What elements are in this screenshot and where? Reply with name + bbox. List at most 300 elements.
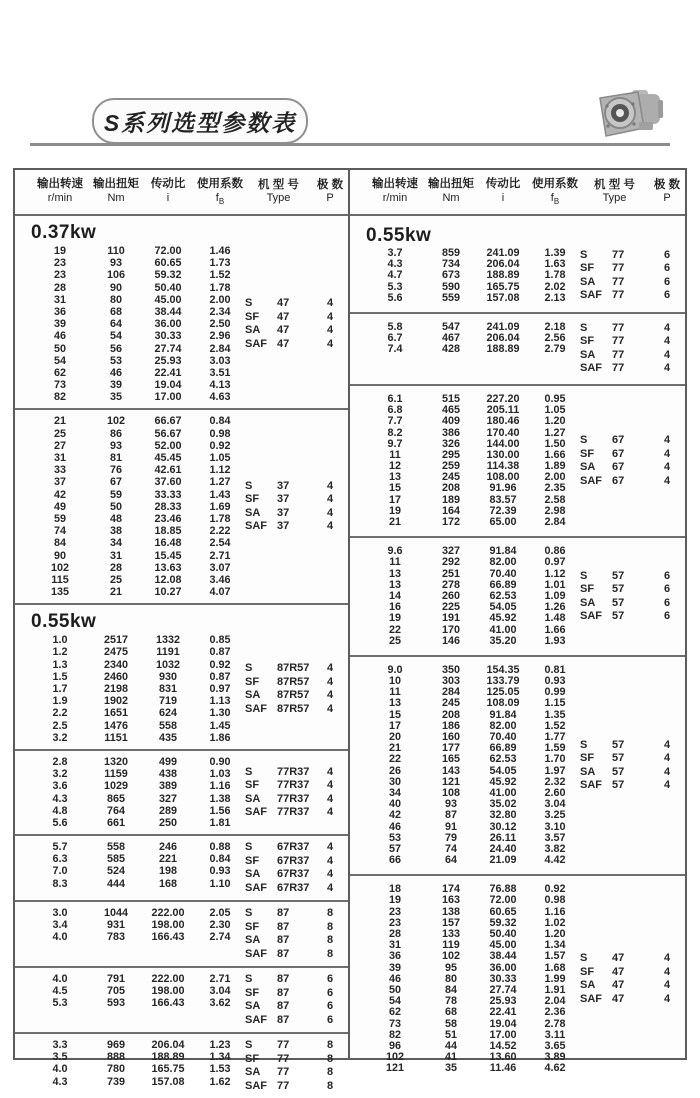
header-service-factor: 使用系数 $f_B$ xyxy=(532,178,578,206)
type-prefix: SA xyxy=(245,792,261,805)
cell-output-speed: 19 xyxy=(388,504,401,517)
cell-ratio: 23.46 xyxy=(154,512,182,525)
pole-count: 4 xyxy=(326,792,334,805)
cell-output-torque: 48 xyxy=(109,512,122,525)
table-row xyxy=(364,698,580,709)
type-row xyxy=(245,907,348,921)
cell-output-torque: 170 xyxy=(441,623,460,636)
pole-count: 4 xyxy=(326,662,334,675)
cell-ratio: 42.61 xyxy=(154,464,182,477)
cell-output-torque: 80 xyxy=(109,293,122,306)
type-row xyxy=(580,475,685,489)
pole-count: 4 xyxy=(663,461,671,474)
type-model: 77R37 xyxy=(277,792,310,805)
type-model: 77 xyxy=(612,321,625,334)
cell-service-factor: 1.43 xyxy=(209,488,231,501)
type-model: 77 xyxy=(277,1052,290,1065)
table-row xyxy=(29,574,245,586)
cell-output-speed: 46 xyxy=(53,330,66,343)
cell-service-factor: 2.32 xyxy=(544,775,566,788)
type-model: 87R57 xyxy=(277,675,310,688)
cell-service-factor: 1.86 xyxy=(209,731,231,744)
cell-service-factor: 1.12 xyxy=(209,464,231,477)
cell-service-factor: 2.18 xyxy=(544,320,566,333)
type-row xyxy=(245,324,348,338)
cell-output-torque: 93 xyxy=(444,798,457,811)
cell-service-factor: 1.10 xyxy=(209,877,231,890)
type-prefix: SF xyxy=(245,675,260,688)
cell-output-speed: 26 xyxy=(388,764,401,777)
cell-ratio: 154.35 xyxy=(486,663,520,676)
block-rows xyxy=(15,1039,245,1093)
type-row xyxy=(580,262,685,276)
type-group xyxy=(580,665,685,866)
table-row xyxy=(29,931,245,943)
cell-output-speed: 3.4 xyxy=(52,919,68,932)
type-group xyxy=(580,248,685,304)
type-group xyxy=(580,322,685,376)
table-row xyxy=(29,973,245,985)
cell-output-torque: 186 xyxy=(441,719,460,732)
cell-ratio: 157.08 xyxy=(486,291,520,304)
table-row xyxy=(29,671,245,683)
cell-output-speed: 22 xyxy=(388,623,401,636)
cell-service-factor: 1.13 xyxy=(209,695,231,708)
table-row xyxy=(29,780,245,792)
cell-service-factor: 2.35 xyxy=(544,482,566,495)
cell-ratio: 35.02 xyxy=(489,798,517,811)
cell-output-torque: 1651 xyxy=(103,707,129,720)
cell-output-speed: 28 xyxy=(53,281,66,294)
cell-service-factor: 0.84 xyxy=(209,415,231,428)
type-model: 47 xyxy=(277,324,290,337)
cell-ratio: 83.57 xyxy=(489,493,517,506)
cell-output-torque: 53 xyxy=(109,354,122,367)
cell-service-factor: 0.84 xyxy=(209,853,231,866)
cell-service-factor: 2.71 xyxy=(209,549,231,562)
cell-output-torque: 931 xyxy=(106,919,125,932)
type-group xyxy=(245,245,348,403)
table-row xyxy=(29,997,245,1009)
type-prefix: SF xyxy=(245,779,260,791)
type-row xyxy=(245,297,348,311)
type-row xyxy=(580,766,685,780)
cell-service-factor: 0.87 xyxy=(209,670,231,683)
type-model: 37 xyxy=(277,506,290,519)
table-row xyxy=(29,659,245,671)
table-row xyxy=(29,805,245,817)
cell-output-torque: 739 xyxy=(106,1075,125,1088)
cell-service-factor: 1.23 xyxy=(209,1039,231,1052)
type-model: 87 xyxy=(277,947,290,960)
type-prefix: SAF xyxy=(245,337,267,350)
cell-output-torque: 1151 xyxy=(104,731,128,744)
cell-output-torque: 558 xyxy=(106,841,125,854)
cell-ratio: 435 xyxy=(158,731,177,744)
type-model: 67 xyxy=(612,461,625,474)
type-row xyxy=(245,311,348,325)
cell-output-torque: 969 xyxy=(106,1039,125,1052)
cell-output-speed: 1.5 xyxy=(52,670,68,683)
cell-ratio: 1332 xyxy=(155,634,181,647)
cell-service-factor: 1.02 xyxy=(544,916,566,929)
type-group xyxy=(245,841,348,895)
cell-ratio: 13.60 xyxy=(489,1051,517,1064)
pole-count: 4 xyxy=(663,992,671,1005)
type-row xyxy=(580,461,685,475)
cell-ratio: 45.45 xyxy=(154,452,182,464)
selection-parameter-table xyxy=(13,168,687,1092)
type-group xyxy=(580,884,685,1074)
cell-output-torque: 590 xyxy=(441,280,460,293)
block-body xyxy=(15,1039,348,1093)
type-row xyxy=(245,1066,348,1080)
cell-output-speed: 12 xyxy=(388,460,401,473)
cell-output-speed: 46 xyxy=(388,972,401,985)
pole-count: 8 xyxy=(326,934,334,947)
cell-output-speed: 23 xyxy=(388,916,401,929)
pole-count: 8 xyxy=(326,1066,334,1079)
cell-output-speed: 15 xyxy=(388,708,401,721)
cell-output-speed: 73 xyxy=(388,1017,401,1030)
cell-output-speed: 19 xyxy=(53,245,66,257)
pole-count: 4 xyxy=(326,493,334,506)
cell-output-torque: 515 xyxy=(441,392,460,405)
cell-ratio: 32.80 xyxy=(489,809,517,822)
cell-service-factor: 1.39 xyxy=(544,247,566,259)
cell-output-speed: 23 xyxy=(53,269,66,282)
cell-ratio: 50.40 xyxy=(154,281,182,294)
cell-output-torque: 386 xyxy=(441,426,460,439)
pole-count: 6 xyxy=(663,596,671,609)
type-row xyxy=(245,480,348,494)
pole-count: 4 xyxy=(326,310,334,323)
cell-output-speed: 4.0 xyxy=(52,973,68,986)
cell-ratio: 19.04 xyxy=(154,379,182,392)
table-row xyxy=(29,853,245,865)
cell-service-factor: 2.79 xyxy=(544,343,566,356)
cell-output-speed: 3.6 xyxy=(52,780,68,793)
cell-output-torque: 547 xyxy=(441,320,460,333)
block-rows xyxy=(15,634,245,744)
cell-ratio: 1032 xyxy=(155,658,181,671)
cell-service-factor: 4.07 xyxy=(209,586,231,599)
cell-ratio: 624 xyxy=(158,707,177,720)
type-prefix: SA xyxy=(580,979,596,992)
type-row xyxy=(580,276,685,290)
block-rows xyxy=(350,394,580,528)
type-row xyxy=(580,570,685,584)
cell-ratio: 170.40 xyxy=(486,426,520,439)
type-model: 87 xyxy=(277,907,290,920)
cell-service-factor: 0.87 xyxy=(209,646,231,659)
type-prefix: SF xyxy=(245,920,260,933)
type-prefix: SA xyxy=(245,934,261,947)
cell-output-torque: 41 xyxy=(444,1051,457,1064)
cell-output-torque: 64 xyxy=(444,854,457,867)
type-model: 87 xyxy=(277,973,290,986)
type-prefix: SAF xyxy=(580,289,602,302)
cell-output-torque: 54 xyxy=(109,330,122,343)
cell-service-factor: 1.50 xyxy=(544,437,566,450)
type-group xyxy=(245,907,348,961)
cell-output-speed: 39 xyxy=(388,961,401,974)
block-rows xyxy=(15,756,245,829)
cell-ratio: 12.08 xyxy=(154,573,182,586)
table-row xyxy=(29,1039,245,1051)
type-prefix: SF xyxy=(245,493,260,506)
cell-ratio: 72.39 xyxy=(489,504,517,517)
type-prefix: SF xyxy=(580,262,595,275)
table-row xyxy=(364,754,580,765)
cell-ratio: 54.05 xyxy=(489,764,517,777)
cell-ratio: 82.00 xyxy=(489,719,517,732)
type-row xyxy=(245,1039,348,1053)
cell-ratio: 59.32 xyxy=(489,916,517,929)
type-prefix: SF xyxy=(580,752,595,765)
cell-output-torque: 2517 xyxy=(103,634,129,647)
data-block xyxy=(350,386,685,536)
cell-ratio: 438 xyxy=(158,768,177,781)
cell-service-factor: 2.13 xyxy=(544,291,566,304)
pole-count: 6 xyxy=(663,289,671,302)
type-prefix: SAF xyxy=(245,1079,267,1092)
pole-count: 4 xyxy=(326,765,334,778)
cell-output-speed: 7.0 xyxy=(52,865,68,878)
cell-output-speed: 3.3 xyxy=(52,1039,68,1052)
data-block xyxy=(15,605,348,749)
cell-output-speed: 3.2 xyxy=(52,731,68,744)
cell-output-speed: 66 xyxy=(388,854,401,867)
type-model: 77 xyxy=(277,1066,290,1079)
table-row xyxy=(364,416,580,427)
cell-output-speed: 54 xyxy=(388,995,401,1008)
table-row xyxy=(364,517,580,528)
table-right-half xyxy=(350,170,685,1075)
pole-count: 8 xyxy=(326,907,334,920)
cell-output-speed: 135 xyxy=(50,586,69,599)
type-prefix: SA xyxy=(580,596,596,609)
cell-ratio: 38.44 xyxy=(154,305,182,318)
cell-output-speed: 3.0 xyxy=(52,907,68,920)
block-rows xyxy=(350,884,580,1074)
table-row xyxy=(364,344,580,355)
type-group xyxy=(245,415,348,598)
cell-ratio: 62.53 xyxy=(489,753,517,766)
type-row xyxy=(245,1053,348,1067)
cell-output-torque: 58 xyxy=(444,1017,457,1030)
type-model: 87 xyxy=(277,986,290,999)
cell-ratio: 18.85 xyxy=(154,525,182,538)
title-divider xyxy=(30,143,670,146)
cell-service-factor: 2.74 xyxy=(209,931,231,944)
type-row xyxy=(245,934,348,948)
cell-service-factor: 2.78 xyxy=(544,1017,566,1030)
cell-output-torque: 327 xyxy=(441,545,460,558)
cell-output-torque: 467 xyxy=(441,332,460,345)
pole-count: 4 xyxy=(663,779,671,792)
cell-ratio: 66.67 xyxy=(154,415,182,428)
cell-output-speed: 8.2 xyxy=(387,426,403,439)
type-prefix: S xyxy=(245,973,253,986)
type-model: 47 xyxy=(612,992,625,1005)
data-block xyxy=(15,751,348,834)
data-block xyxy=(15,216,348,408)
cell-ratio: 25.93 xyxy=(489,995,517,1008)
type-prefix: SAF xyxy=(245,806,267,818)
cell-ratio: 41.00 xyxy=(489,623,517,636)
cell-service-factor: 4.13 xyxy=(209,379,231,392)
type-row xyxy=(245,948,348,962)
cell-ratio: 166.43 xyxy=(151,997,185,1010)
type-prefix: SA xyxy=(245,506,261,519)
type-prefix: SA xyxy=(245,689,261,702)
cell-service-factor: 1.35 xyxy=(544,708,566,721)
cell-output-torque: 86 xyxy=(109,427,122,440)
cell-output-torque: 78 xyxy=(444,995,457,1008)
cell-output-torque: 465 xyxy=(441,404,460,417)
table-row xyxy=(29,513,245,525)
cell-service-factor: 0.92 xyxy=(209,658,231,671)
cell-service-factor: 1.45 xyxy=(209,719,231,732)
cell-output-torque: 208 xyxy=(441,708,460,721)
block-rows xyxy=(350,248,580,304)
cell-service-factor: 0.86 xyxy=(544,545,566,558)
cell-output-speed: 11 xyxy=(389,556,401,569)
type-row xyxy=(245,338,348,352)
type-row xyxy=(580,952,685,966)
block-body xyxy=(15,973,348,1027)
type-prefix: S xyxy=(580,738,588,751)
cell-service-factor: 1.99 xyxy=(544,972,566,985)
table-row xyxy=(364,613,580,624)
cell-output-speed: 42 xyxy=(53,488,66,501)
pole-count: 8 xyxy=(326,1079,334,1092)
type-group xyxy=(580,394,685,528)
block-body xyxy=(350,322,685,376)
type-model: 47 xyxy=(277,310,290,323)
cell-output-torque: 146 xyxy=(441,634,460,647)
table-row xyxy=(29,1063,245,1075)
cell-output-speed: 121 xyxy=(385,1062,404,1075)
cell-ratio: 91.84 xyxy=(489,545,517,558)
type-model: 77 xyxy=(612,275,625,288)
type-model: 47 xyxy=(277,337,290,350)
cell-ratio: 1191 xyxy=(156,646,180,659)
type-model: 77 xyxy=(612,262,625,275)
cell-ratio: 45.00 xyxy=(489,939,517,952)
type-model: 77 xyxy=(612,335,625,348)
table-row xyxy=(29,817,245,829)
cell-ratio: 130.00 xyxy=(486,448,520,461)
header-poles: 极 数 P xyxy=(316,178,344,205)
cell-service-factor: 1.56 xyxy=(209,804,231,817)
block-body xyxy=(15,634,348,744)
type-prefix: S xyxy=(245,841,253,854)
cell-output-speed: 5.3 xyxy=(387,280,403,293)
pole-count: 6 xyxy=(326,1013,334,1026)
cell-output-torque: 791 xyxy=(106,973,125,986)
cell-service-factor: 1.52 xyxy=(209,269,231,282)
cell-ratio: 30.33 xyxy=(154,330,182,343)
type-prefix: SA xyxy=(580,275,596,288)
cell-output-speed: 9.7 xyxy=(387,437,403,450)
data-block xyxy=(15,836,348,900)
cell-output-torque: 64 xyxy=(109,318,122,331)
cell-ratio: 38.44 xyxy=(489,950,517,963)
block-rows xyxy=(15,973,245,1027)
cell-service-factor: 0.93 xyxy=(544,675,566,688)
cell-ratio: 10.27 xyxy=(154,586,182,599)
type-row xyxy=(245,1080,348,1094)
cell-ratio: 114.38 xyxy=(486,460,520,473)
data-block xyxy=(350,876,685,1082)
type-prefix: SF xyxy=(245,986,260,999)
cell-output-speed: 18 xyxy=(388,883,401,896)
table-row xyxy=(364,483,580,494)
data-block xyxy=(350,657,685,874)
cell-ratio: 82.00 xyxy=(489,556,517,569)
cell-ratio: 45.92 xyxy=(489,612,517,625)
type-prefix: SAF xyxy=(245,702,267,715)
pole-count: 4 xyxy=(326,841,334,854)
cell-output-speed: 15 xyxy=(388,482,401,495)
cell-output-speed: 4.8 xyxy=(52,804,68,817)
type-row xyxy=(245,1014,348,1028)
table-row xyxy=(29,707,245,719)
cell-output-speed: 6.1 xyxy=(387,392,403,405)
pole-count: 4 xyxy=(326,337,334,350)
cell-service-factor: 3.04 xyxy=(544,798,566,811)
cell-output-speed: 30 xyxy=(388,775,401,788)
pole-count: 4 xyxy=(663,474,671,487)
cell-service-factor: 3.11 xyxy=(544,1028,566,1041)
cell-service-factor: 2.00 xyxy=(209,293,231,306)
cell-output-speed: 6.7 xyxy=(387,332,403,345)
cell-output-torque: 106 xyxy=(106,269,125,282)
cell-output-torque: 46 xyxy=(109,366,122,379)
cell-ratio: 719 xyxy=(158,695,177,708)
cell-output-torque: 35 xyxy=(109,391,122,404)
cell-output-speed: 42 xyxy=(388,809,401,822)
type-row xyxy=(580,610,685,624)
cell-output-speed: 4.3 xyxy=(52,1075,68,1088)
type-row xyxy=(580,434,685,448)
pole-count: 4 xyxy=(663,979,671,992)
pole-count: 4 xyxy=(326,324,334,337)
header-output-torque: 输出扭矩 Nm xyxy=(428,178,474,204)
cell-output-speed: 49 xyxy=(53,500,66,513)
cell-output-torque: 245 xyxy=(441,697,460,710)
cell-service-factor: 2.05 xyxy=(209,907,231,920)
cell-ratio: 70.40 xyxy=(489,567,517,580)
table-row xyxy=(29,907,245,919)
block-body xyxy=(15,841,348,895)
cell-ratio: 36.00 xyxy=(489,961,517,974)
type-row xyxy=(245,493,348,507)
pole-count: 4 xyxy=(326,479,334,492)
cell-output-torque: 208 xyxy=(441,482,460,495)
cell-service-factor: 2.54 xyxy=(209,537,231,550)
cell-ratio: 21.09 xyxy=(489,854,517,867)
power-label: 0.55kw xyxy=(366,225,432,246)
cell-output-torque: 102 xyxy=(441,950,460,963)
type-model: 87 xyxy=(277,920,290,933)
cell-service-factor: 0.99 xyxy=(544,686,566,699)
cell-output-speed: 50 xyxy=(53,342,66,355)
cell-output-torque: 585 xyxy=(106,853,125,866)
table-row xyxy=(29,865,245,877)
